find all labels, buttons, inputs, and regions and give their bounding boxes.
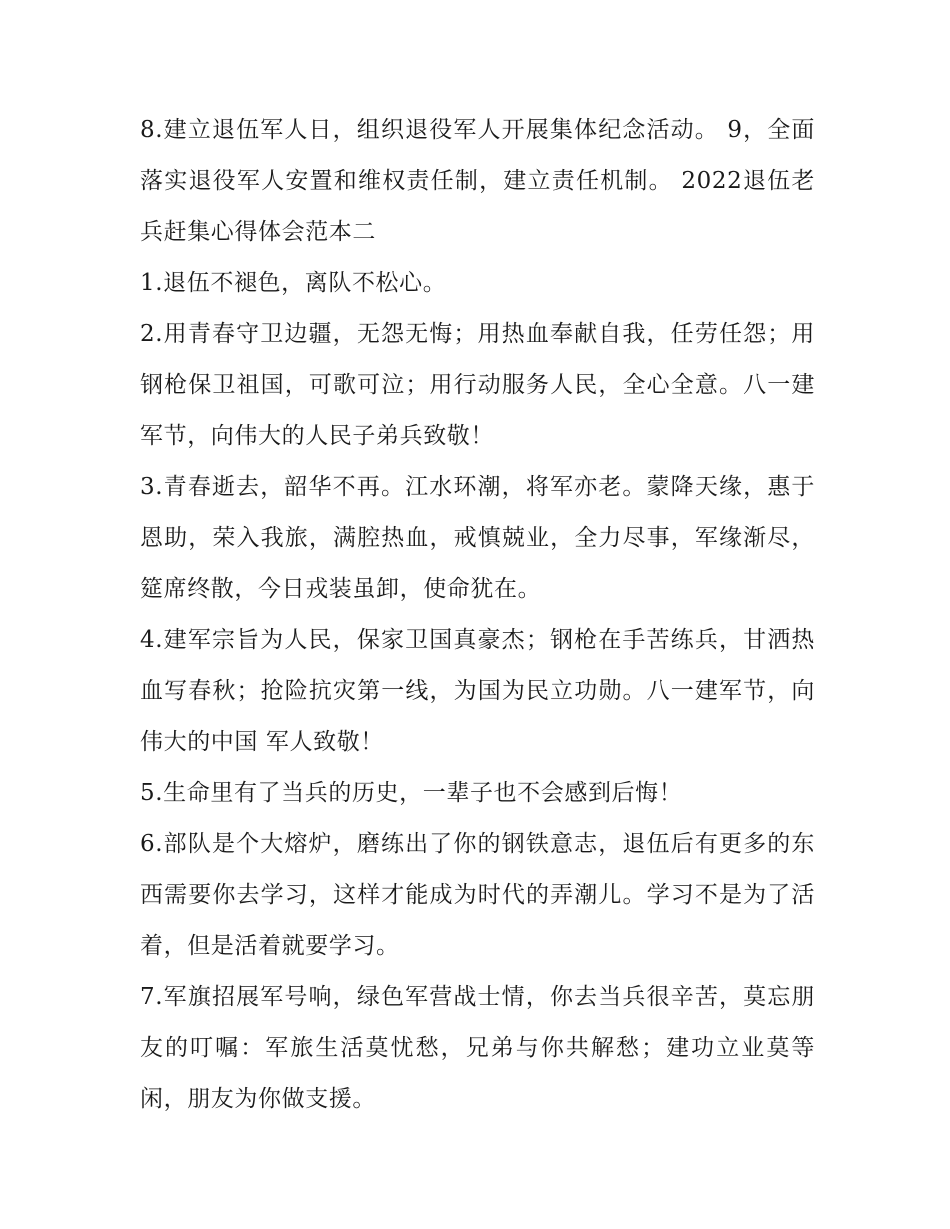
paragraph-item-7: 7.军旗招展军号响，绿色军营战士情，你去当兵很辛苦，莫忘朋友的叮嘱：军旅生活莫忧愁，兄弟与你共解愁；建功立业莫等闲，朋友为你做支援。	[140, 984, 815, 1112]
paragraph-item-8-continued: 8.建立退伍军人日，组织退役军人开展集体纪念活动。 9，全面落实退役军人安置和维权责任制，建立责任机制。 2022退伍老兵赶集心得体会范本二	[140, 117, 815, 245]
paragraph-item-5: 5.生命里有了当兵的历史，一辈子也不会感到后悔！	[140, 780, 683, 806]
paragraph-item-4: 4.建军宗旨为人民，保家卫国真豪杰；钢枪在手苦练兵，甘洒热血写春秋；抢险抗灾第一线，为国为民立功勋。八一建军节，向伟大的中国 军人致敬！	[140, 627, 815, 755]
paragraph-item-1: 1.退伍不褪色，离队不松心。	[140, 270, 447, 296]
paragraph-item-3: 3.青春逝去，韶华不再。江水环潮，将军亦老。蒙降天缘，惠于恩助，荣入我旅，满腔热血，戒慎兢业，全力尽事，军缘渐尽，筵席终散，今日戎装虽卸，使命犹在。	[140, 474, 815, 602]
document-body	[140, 105, 815, 1125]
paragraph-item-6: 6.部队是个大熔炉，磨练出了你的钢铁意志，退伍后有更多的东西需要你去学习，这样才能成为时代的弄潮儿。学习不是为了活着，但是活着就要学习。	[140, 831, 815, 959]
paragraph-item-2: 2.用青春守卫边疆，无怨无悔；用热血奉献自我，任劳任怨；用钢枪保卫祖国，可歌可泣；用行动服务人民，全心全意。八一建军节，向伟大的人民子弟兵致敬！	[140, 321, 815, 449]
